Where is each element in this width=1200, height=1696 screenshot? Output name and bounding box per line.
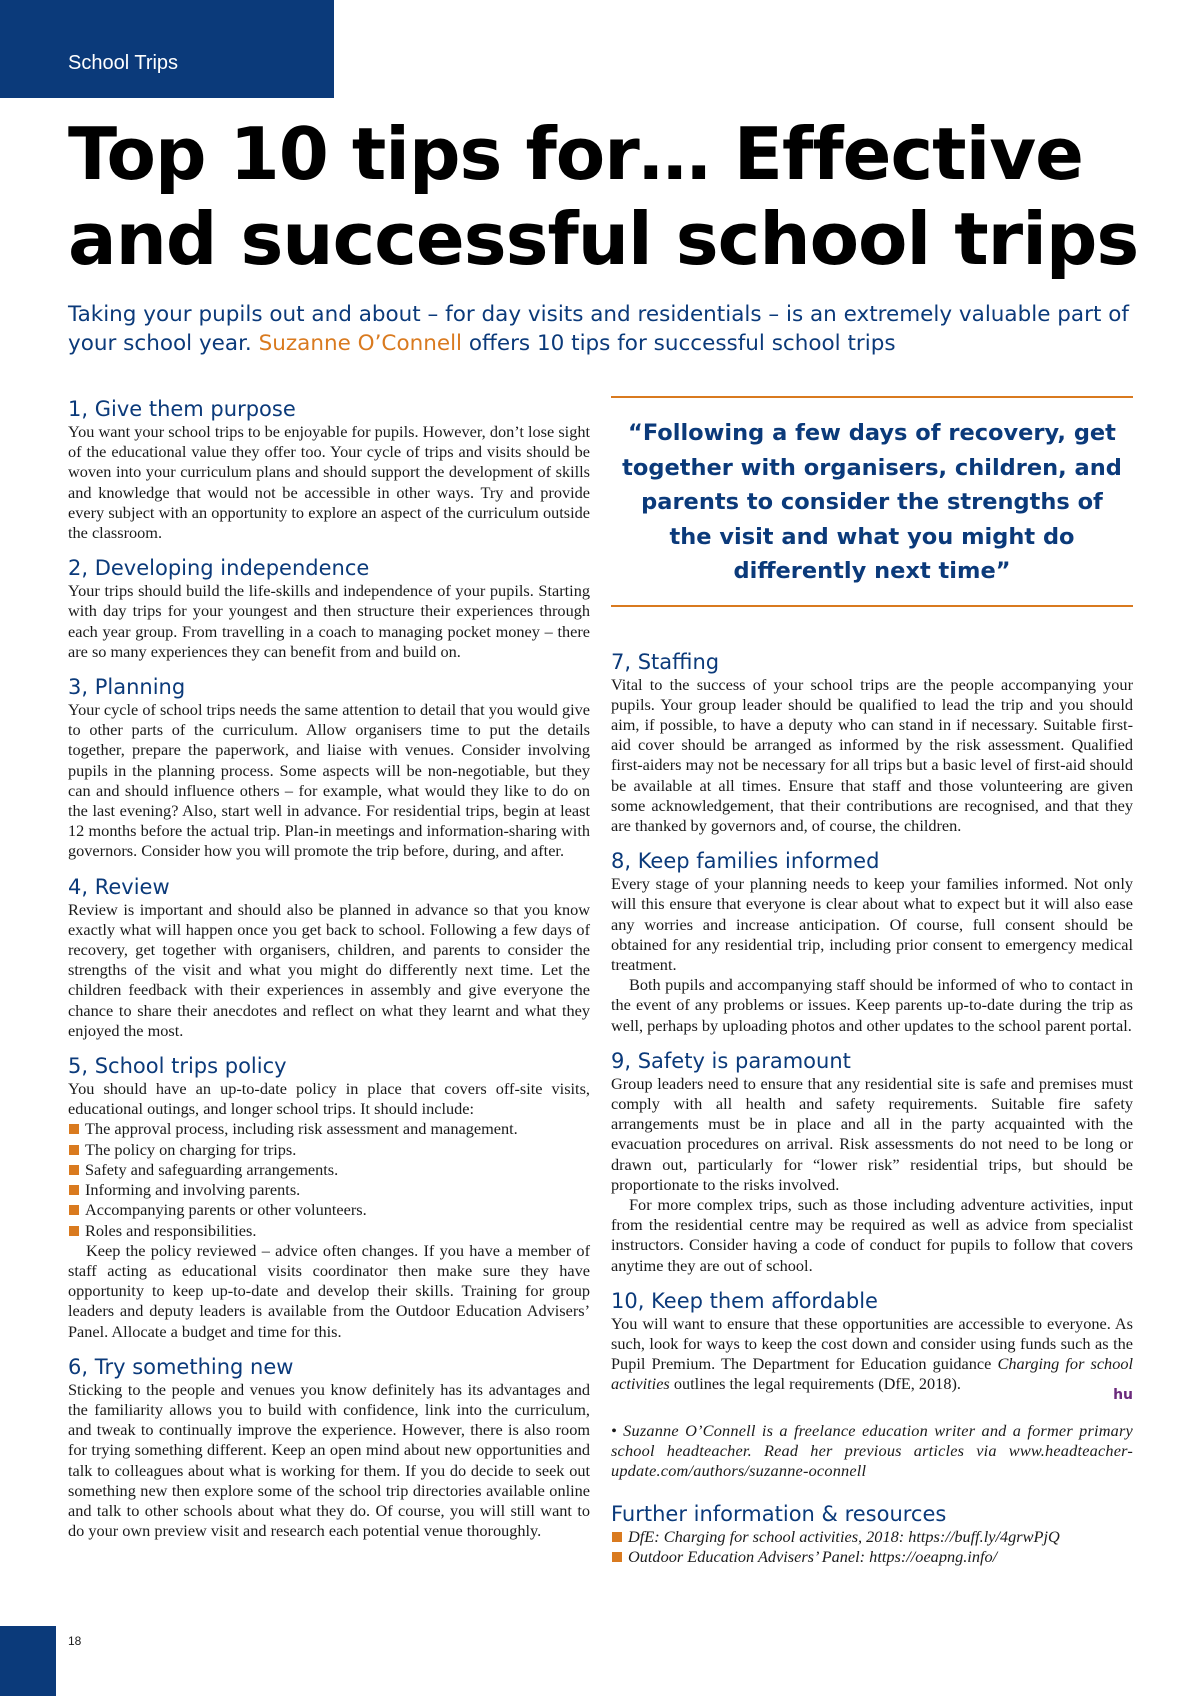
resources-list	[611, 1527, 1133, 1567]
tip-paragraph: You want your school trips to be enjoyable for pupils. However, don’t lose sight of the educational value they offer too. Your cycle of trips and visits should be woven into your curriculum plans and should support the development of skills and knowledge that would not be accessible in other ways. Try and provide every subject with an opportunity to explore an aspect of the curriculum outside the classroom.	[68, 422, 590, 543]
list-item: The policy on charging for trips.	[68, 1140, 590, 1160]
tip-heading: 2, Developing independence	[68, 556, 370, 581]
tip-paragraph: Keep the policy reviewed – advice often changes. If you have a member of staff acting as educational visits coordinator then make sure they have opportunity to keep up-to-date and develop their skills. Training for group leaders and deputy leaders is available from the Outdoor Education Advisers’ Panel. Allocate a budget and time for this.	[68, 1240, 590, 1341]
tip-text: outlines the legal requirements (DfE, 2018).	[673, 1374, 961, 1394]
tip-10	[611, 1288, 1133, 1395]
pull-quote: “Following a few days of recovery, get together with organisers, children, and parents to consider the strengths of the visit and what you might do differently next time”	[611, 396, 1133, 607]
tip-7	[611, 649, 1133, 837]
tip-paragraph: Vital to the success of your school trips are the people accompanying your pupils. Your group leader should be qualified to lead the trip and you should aim, if possible, to have a deputy who can stand in if necessary. Suitable first-aid cover should be arranged as informed by the risk assessment. Qualified first-aiders may not be necessary for all trips but a basic level of first-aid should be available at all times. Ensure that staff and those volunteering are given some acknowledgement, that their contributions are recognised, and that they are thanked by governors and, of course, the children.	[611, 674, 1133, 835]
article-title: Top 10 tips for… Effective and successful school trips	[68, 112, 1139, 281]
resource-link[interactable]: Outdoor Education Advisers’ Panel: https://oeapng.info/	[611, 1547, 1133, 1567]
tip-2	[68, 555, 590, 662]
tip-heading: 1, Give them purpose	[68, 397, 296, 421]
list-item: Accompanying parents or other volunteers.	[68, 1200, 590, 1220]
author-bio: • Suzanne O’Connell is a freelance education writer and a former primary school headteacher. Read her previous articles via www.headteacher-update.com/authors/suzanne-oconnell	[611, 1420, 1133, 1480]
tip-heading: 3, Planning	[68, 675, 186, 700]
list-item: Roles and responsibilities.	[68, 1221, 590, 1241]
tip-heading: 4, Review	[68, 874, 170, 899]
tip-paragraph	[611, 1314, 1133, 1395]
standfirst-rest: offers 10 tips for successful school trips	[468, 331, 896, 356]
tip-heading: 7, Staffing	[611, 649, 720, 674]
right-column	[611, 396, 1133, 1568]
tip-paragraph: Review is important and should also be planned in advance so that you know exactly what will happen once you get back to school. Following a few days of recovery, get together with organisers, children, and parents to consider the strengths of the visit and what you might do differently next time. Let the children feedback with their experiences in assembly and give everyone the chance to share their anecdotes and reflect on what they learnt and what they enjoyed the most.	[68, 899, 590, 1040]
end-mark-logo: hu	[1113, 1386, 1133, 1403]
tip-heading: 10, Keep them affordable	[611, 1288, 878, 1313]
tip-paragraph: Your trips should build the life-skills and independence of your pupils. Starting with day trips for your youngest and then structure their experiences through each year group. From travelling in a coach to managing pocket money – there are so many experiences they can benefit from and build on.	[68, 581, 590, 661]
tip-heading: 5, School trips policy	[68, 1054, 287, 1079]
tip-6	[68, 1354, 590, 1542]
tip-heading: 8, Keep families informed	[611, 849, 880, 874]
section-tag-label: School Trips	[68, 52, 179, 74]
tip-heading: 9, Safety is paramount	[611, 1048, 851, 1073]
tip-paragraph: Every stage of your planning needs to keep your families informed. Not only will this ensure that everyone is clear about what to expect but it will also ease any worries and increase anticipation. Of course, full consent should be obtained for any residential trip, including prior consent to emergency medical treatment.	[611, 874, 1133, 974]
resources-heading: Further information & resources	[611, 1502, 947, 1527]
tip-paragraph: Group leaders need to ensure that any residential site is safe and premises must comply with all health and safety requirements. Suitable fire safety arrangements must be in place and all in the party acquainted with the evacuation procedures on arrival. Risk assessments do not need to be long or drawn out, particularly for “lower risk” residential trips, but should be proportionate to the risks involved.	[611, 1073, 1133, 1194]
policy-list	[68, 1119, 590, 1240]
tip-paragraph: Your cycle of school trips needs the same attention to detail that you would give to other parts of the curriculum. Allow organisers time to put the details together, prepare the paperwork, and liaise with venues. Consider involving pupils in the planning process. Some aspects will be non-negotiable, but they can and should influence others – for example, what would they like to do on the last evening? Also, start well in advance. For residential trips, begin at least 12 months before the actual trip. Plan-in meetings and information-sharing with governors. Consider how you will promote the trip before, during, and after.	[68, 700, 590, 861]
tip-heading: 6, Try something new	[68, 1354, 294, 1379]
standfirst	[68, 300, 1148, 358]
tip-4	[68, 874, 590, 1041]
list-item: The approval process, including risk assessment and management.	[68, 1119, 590, 1139]
tip-paragraph: For more complex trips, such as those including adventure activities, input from the residential centre may be required as well as advice from specialist instructors. Consider having a code of conduct for pupils to follow that covers anytime they are out of school.	[611, 1194, 1133, 1275]
section-tag	[0, 0, 334, 98]
further-resources	[611, 1501, 1133, 1567]
tip-1	[68, 396, 590, 543]
tip-5	[68, 1053, 590, 1342]
tip-9	[611, 1048, 1133, 1276]
list-item: Informing and involving parents.	[68, 1180, 590, 1200]
standfirst-lead: Taking your pupils out and about – for day visits and residentials – is an extremely valuable part of your school year.	[68, 302, 1129, 356]
tip-text: You will want to ensure that these opportunities are accessible to everyone. As such, look for ways to keep the cost down and consider using funds such as the Pupil Premium. The Department for Education guidance	[611, 1313, 1133, 1374]
list-item: Safety and safeguarding arrangements.	[68, 1160, 590, 1180]
resource-link[interactable]: DfE: Charging for school activities, 2018: https://buff.ly/4grwPjQ	[611, 1527, 1133, 1547]
page-number: 18	[68, 1634, 82, 1648]
tip-3	[68, 674, 590, 862]
tip-8	[611, 848, 1133, 1036]
left-column	[68, 396, 590, 1553]
tip-paragraph: Both pupils and accompanying staff should be informed of who to contact in the event of any problems or issues. Keep parents up-to-date during the trip as well, perhaps by uploading photos and other updates to the school parent portal.	[611, 975, 1133, 1035]
guidance-title: Charging for school activities	[611, 1354, 1134, 1394]
page-corner-strip	[0, 1626, 56, 1696]
tip-paragraph: Sticking to the people and venues you know definitely has its advantages and the familiarity allows you to build with confidence, link into the curriculum, and tweak to continually improve the experience. However, there is also room for trying something different. Keep an open mind about new opportunities and talk to colleagues about what is working for them. If you do decide to seek out something new then explore some of the school trip directories available online and talk to other schools about what they do. Of course, you will still want to do your own preview visit and research each potential venue thoroughly.	[68, 1379, 590, 1541]
tip-paragraph: You should have an up-to-date policy in place that covers off-site visits, educational outings, and longer school trips. It should include:	[68, 1079, 590, 1119]
author-name: Suzanne O’Connell	[258, 331, 463, 356]
